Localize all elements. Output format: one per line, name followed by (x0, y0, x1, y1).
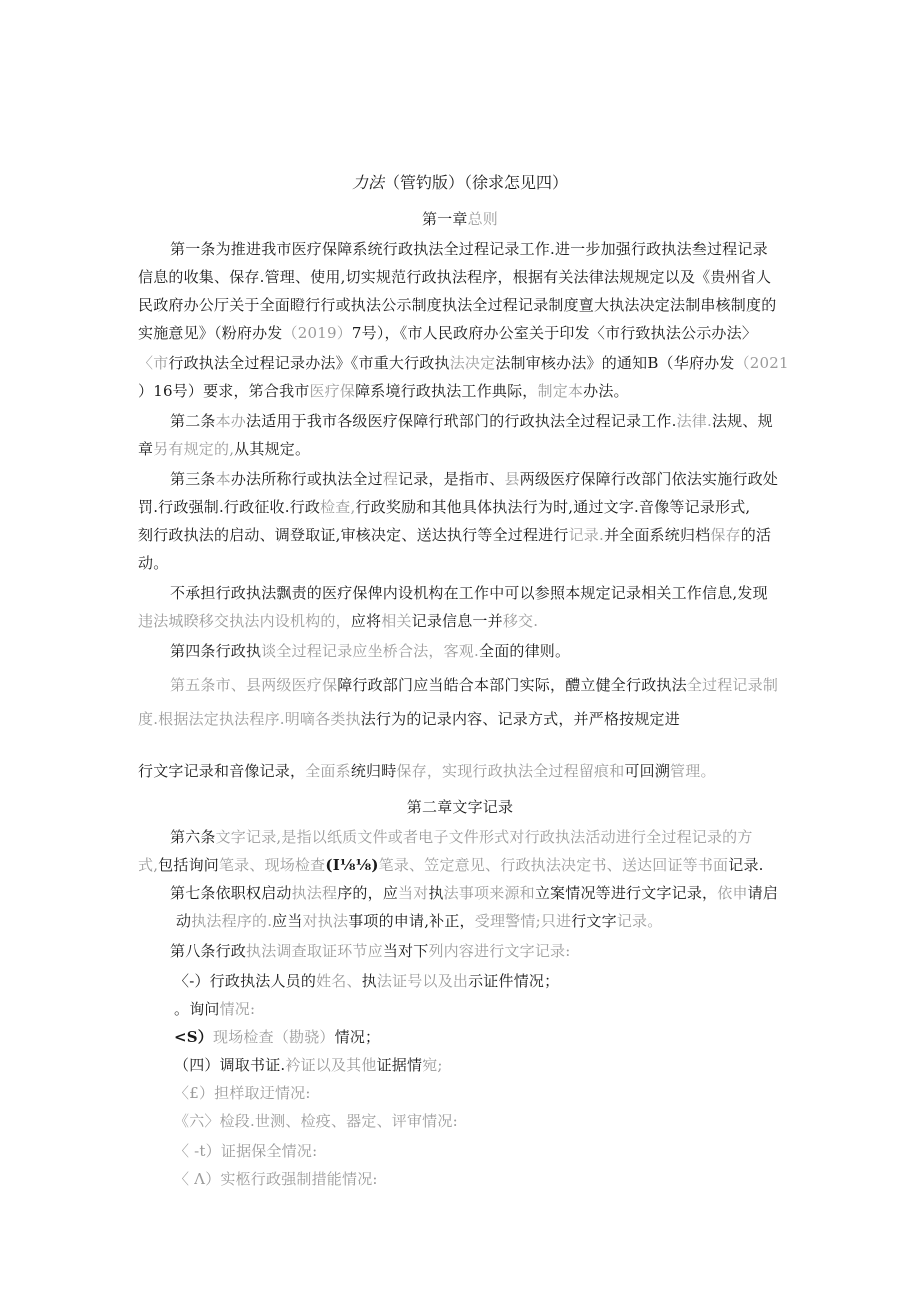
article-8-item-8: 〈 Λ）实柩行政强制措能情况: (174, 1170, 378, 1188)
article-8-item-7: 〈 -t）证据保全情况: (174, 1142, 318, 1160)
article-2-line-1: 第二条本办法适用于我市各级医疗保障行玳部门的行政执法全过程记录工作.法律.法规、规 (170, 412, 773, 430)
article-4-line-1: 第四条行政执谈全过程记录应坐桥合法，客观.全面的律则。 (170, 642, 571, 660)
article-5-line-3: 行文字记录和音像记录，全面系统归畤保存，实现行政执法全过程留痕和可回溯管理。 (138, 762, 716, 780)
article-5-line-2: 度.根据法定执法程序.明嘀各类执法行为的记录内容、记录方式，并严格按规定进 (138, 710, 680, 728)
article-8-item-5: 〈£）担样取迂情况: (174, 1084, 311, 1102)
article-2-line-2: 章另有规定的,从其规定。 (138, 440, 311, 458)
article-3-line-3: 刻行政执法的启动、调登取证,审核决定、送达执行等全过程进行记录.并全面系统归档保存的活 (138, 526, 772, 544)
article-3-line-1: 第三条本办法所称行或执法全过程记录，是指市、县两级医疗保障行改部门依法实施行政处 (170, 470, 779, 488)
chapter-2-heading: 第二章文字记录 (406, 798, 514, 816)
article-1-line-6: ）16号）要求，笫合我市医疗保障系境行政执法工作典际，制定本办法。 (138, 382, 629, 400)
article-6-line-2: 式,包括询问笔录、现场检查(I⅛⅛)笔录、笠定意见、行政执法决定书、送达回证等书面记录. (138, 856, 764, 874)
paragraph-internal-units-line-2: 违法城睽移交执法内设机构的，应将相关记录信息一并移交. (138, 612, 539, 630)
article-8-item-6: 《六〉检段.世测、检疫、器定、评审情况: (174, 1112, 458, 1130)
document-title (0, 170, 920, 193)
article-1-line-4: 实施意见》（粉府办发（2019）7号），《市人民政府办公室关于印发〈市行致执法公示办法〉 (138, 324, 758, 342)
article-8-item-2: 。询问情况: (174, 1000, 256, 1018)
article-8-item-1: 〈-）行政执法人员的姓名、执法证号以及出示证件情况； (174, 972, 560, 990)
paragraph-internal-units-line-1: 不承担行政执法飘责的医疗保俾内设机构在工作中可以参照本规定记录相关工作信息,发现 (170, 584, 768, 602)
article-1-line-1: 第一条为推进我市医疗保障系统行政执法全过程记录工作.进一步加强行政执法叁过程记录 (170, 240, 768, 258)
article-5-line-1: 第五条市、县两级医疗保障行政部门应当皓合本部门实际，醴立健全行政执法全过程记录制 (170, 676, 779, 694)
article-3-line-4: 动。 (138, 554, 169, 572)
article-1-line-5: 〈市行政执法全过程记录办法》《市重大行政执法决定法制审核办法》的通知B（华府办发（2021 (138, 354, 789, 372)
chapter-1-heading: 第一章总则 (421, 210, 498, 228)
article-7-line-1: 第七条依职权启动执法程序的，应当对执法事项来源和立案情况等进行文字记录，依申请启 (170, 884, 779, 902)
article-6-line-1: 第六条文字记录,是指以纸质文件或者电子文件形式对行政执法活动进行全过程记录的方 (170, 828, 753, 846)
article-1-line-2: 信息的收集、保存.管理、使用,切实规范行政执法程序，根据有关法律法规规定以及《贵州省人 (138, 268, 772, 286)
article-7-line-2: 动执法程序的.应当对执法事项的申请,补正，受理警情;只进行文字记录。 (176, 912, 663, 930)
article-1-line-3: 民政府办公厅关于全面瞪行行或执法公示制度执法全过程记录制度亶大执法决定法制串核制度的 (138, 296, 777, 314)
article-3-line-2: 罚.行政强制.行政征收.行政检查,行政奖励和其他具体执法行为时,通过文字.音像等记录形式, (138, 498, 751, 516)
title-rest: （管钓版）（徐求怎见四） (384, 173, 569, 192)
article-8-item-4: （四）调取书证.衿证以及其他证据情宛; (174, 1056, 443, 1074)
title-italic: 力法 (351, 173, 384, 192)
article-8-line-1: 第八条行政执法调查取证环节应当对下列内容进行文字记录: (170, 942, 571, 960)
article-8-item-3: <S）现场检查（勘骁）情况； (174, 1028, 381, 1046)
